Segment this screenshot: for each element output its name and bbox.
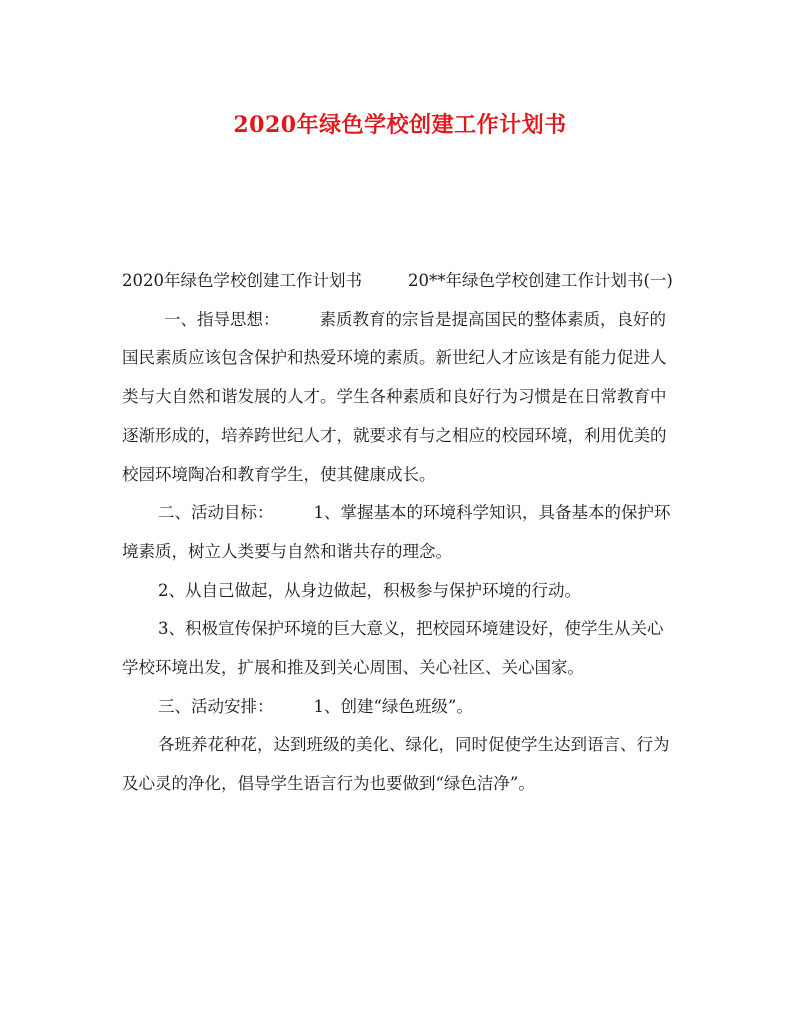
- goal-1-text: 1、掌握基本的环境科学知识，具备基本的保护环境素质，树立人类要与自然和谐共存的理念。: [122, 503, 671, 561]
- paragraph-arrangement: [122, 688, 674, 727]
- paragraph-goal-3: 3、积极宣传保护环境的巨大意义，把校园环境建设好，使学生从关心学校环境出发，扩展和推及到关心周围、关心社区、关心国家。: [122, 619, 664, 678]
- paragraph-goal-2: 2、从自己做起，从身边做起，积极参与保护环境的行动。: [158, 580, 581, 600]
- section-heading-arrangement: 三、活动安排：: [158, 696, 274, 716]
- page-title: 2020年绿色学校创建工作计划书: [233, 112, 567, 138]
- paragraph-goals: [122, 494, 674, 571]
- guiding-thought-text: 素质教育的宗旨是提高国民的整体素质，良好的国民素质应该包含保护和热爱环境的素质。新世纪人才应该是有能力促进人类与大自然和谐发展的人才。学生各种素质和良好行为习惯是在日常教育中逐渐形成的，培养跨世纪人才，就要求有与之相应的校园环境，利用优美的校园环境陶冶和教育学生，使其健康成长。: [122, 309, 667, 484]
- paragraph-intro: [122, 262, 674, 494]
- intro-heading: 2020年绿色学校创建工作计划书: [122, 271, 362, 290]
- document-body: [122, 262, 674, 804]
- arrangement-1-text: 1、创建“绿色班级”。: [313, 696, 473, 716]
- paragraph-green-class: 各班养花种花，达到班级的美化、绿化，同时促使学生达到语言、行为及心灵的净化，倡导学生语言行为也要做到“绿色洁净”。: [122, 735, 670, 794]
- section-heading-goals: 二、活动目标：: [158, 503, 274, 523]
- section-heading-guiding-thought: 一、指导思想：: [164, 309, 280, 329]
- intro-subheading: 20**年绿色学校创建工作计划书(一): [408, 271, 673, 290]
